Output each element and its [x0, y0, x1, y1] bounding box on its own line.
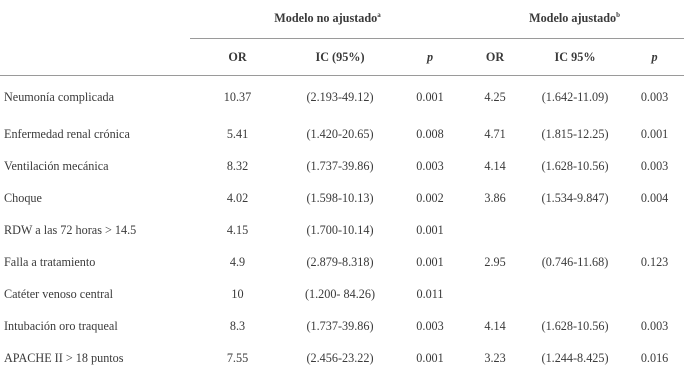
cell-p-2: 0.003 [625, 76, 684, 119]
cell-ic-2: (1.642-11.09) [525, 76, 625, 119]
cell-or-2 [465, 278, 525, 310]
cell-p-1: 0.001 [395, 246, 465, 278]
cell-or-2: 4.14 [465, 310, 525, 342]
row-label: Falla a tratamiento [0, 246, 190, 278]
cell-p-1: 0.003 [395, 150, 465, 182]
cell-p-1: 0.011 [395, 278, 465, 310]
header-adjusted-footnote: b [616, 11, 620, 19]
cell-ic-1: (2.193-49.12) [285, 76, 395, 119]
cell-ic-1: (1.598-10.13) [285, 182, 395, 214]
cell-or-1: 5.41 [190, 118, 285, 150]
header-unadjusted-model [190, 0, 465, 39]
cell-or-2: 4.71 [465, 118, 525, 150]
cell-or-2: 2.95 [465, 246, 525, 278]
row-label: APACHE II > 18 puntos [0, 342, 190, 374]
table-row [0, 246, 684, 278]
cell-ic-1: (2.456-23.22) [285, 342, 395, 374]
cell-ic-2: (1.628-10.56) [525, 150, 625, 182]
cell-or-2: 4.25 [465, 76, 525, 119]
cell-p-2: 0.001 [625, 118, 684, 150]
header-unadjusted-footnote: a [377, 11, 381, 19]
row-label: Choque [0, 182, 190, 214]
col-header-p-1: p [395, 39, 465, 76]
col-header-variable [0, 39, 190, 76]
cell-or-1: 4.9 [190, 246, 285, 278]
cell-or-1: 8.3 [190, 310, 285, 342]
header-unadjusted-label: Modelo no ajustado [274, 12, 377, 26]
cell-p-1: 0.001 [395, 76, 465, 119]
table-row [0, 214, 684, 246]
col-header-ic-1: IC (95%) [285, 39, 395, 76]
header-adjusted-label: Modelo ajustado [529, 12, 616, 26]
cell-p-2: 0.016 [625, 342, 684, 374]
cell-ic-2 [525, 214, 625, 246]
cell-or-1: 7.55 [190, 342, 285, 374]
cell-p-2 [625, 278, 684, 310]
cell-p-1: 0.008 [395, 118, 465, 150]
cell-or-1: 10 [190, 278, 285, 310]
table-row [0, 150, 684, 182]
cell-p-2: 0.004 [625, 182, 684, 214]
cell-ic-1: (1.420-20.65) [285, 118, 395, 150]
cell-p-2: 0.123 [625, 246, 684, 278]
cell-ic-1: (1.737-39.86) [285, 150, 395, 182]
cell-ic-1: (2.879-8.318) [285, 246, 395, 278]
table-row [0, 118, 684, 150]
cell-or-2: 3.23 [465, 342, 525, 374]
cell-or-2: 3.86 [465, 182, 525, 214]
cell-ic-2: (1.244-8.425) [525, 342, 625, 374]
row-label: Intubación oro traqueal [0, 310, 190, 342]
cell-p-2: 0.003 [625, 310, 684, 342]
table-row [0, 310, 684, 342]
row-label: Enfermedad renal crónica [0, 118, 190, 150]
cell-or-1: 10.37 [190, 76, 285, 119]
table-row [0, 76, 684, 119]
cell-ic-1: (1.700-10.14) [285, 214, 395, 246]
cell-ic-1: (1.737-39.86) [285, 310, 395, 342]
col-header-p-2: p [625, 39, 684, 76]
cell-p-2: 0.003 [625, 150, 684, 182]
row-label: Catéter venoso central [0, 278, 190, 310]
cell-p-1: 0.002 [395, 182, 465, 214]
header-empty-cell [0, 0, 190, 39]
table-row [0, 182, 684, 214]
header-adjusted-model [465, 0, 684, 39]
cell-or-1: 8.32 [190, 150, 285, 182]
cell-p-2 [625, 214, 684, 246]
cell-ic-2: (0.746-11.68) [525, 246, 625, 278]
col-header-or-2: OR [465, 39, 525, 76]
cell-p-1: 0.003 [395, 310, 465, 342]
table-body [0, 76, 684, 374]
cell-or-2: 4.14 [465, 150, 525, 182]
cell-or-2 [465, 214, 525, 246]
cell-ic-1: (1.200- 84.26) [285, 278, 395, 310]
cell-or-1: 4.15 [190, 214, 285, 246]
row-label: RDW a las 72 horas > 14.5 [0, 214, 190, 246]
cell-or-1: 4.02 [190, 182, 285, 214]
cell-ic-2: (1.815-12.25) [525, 118, 625, 150]
cell-ic-2: (1.534-9.847) [525, 182, 625, 214]
table-row [0, 278, 684, 310]
cell-p-1: 0.001 [395, 342, 465, 374]
row-label: Neumonía complicada [0, 76, 190, 119]
cell-ic-2: (1.628-10.56) [525, 310, 625, 342]
table-row [0, 342, 684, 374]
row-label: Ventilación mecánica [0, 150, 190, 182]
col-header-ic-2: IC 95% [525, 39, 625, 76]
col-header-or-1: OR [190, 39, 285, 76]
cell-p-1: 0.001 [395, 214, 465, 246]
cell-ic-2 [525, 278, 625, 310]
